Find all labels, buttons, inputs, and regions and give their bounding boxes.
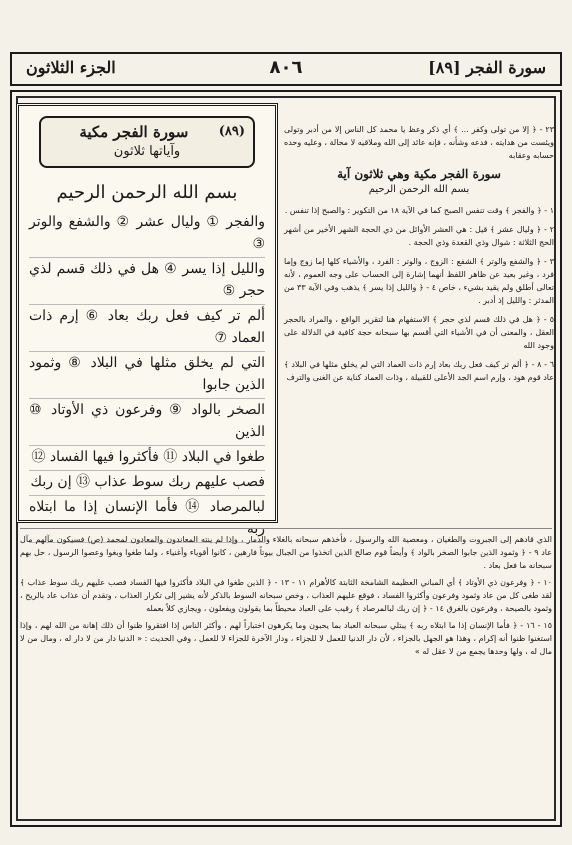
surah-number: (٨٩) — [218, 124, 245, 139]
bottom-paragraph: الذي قادهم إلى الجبروت والطغيان ، ومعصية الله والرسول ، فأخذهم سبحانه بالغلاء والدمار ، وإذا لم ينته المعاندون والمعادون لمحمد (ص) فسيكون مآلهم مآل عاد ٩ - ﴿ وثمود الذين جابوا الصخر بالواد ﴾ وأيضاً قوم صالح الذين اتخذوا من الجبال بيوتاً فارهين ، كانوا أقوياء وأغنياء ، ولما طغوا وبغوا وعصوا الرسول ، حل بهم سبحانه ما فعل بعاد . — [20, 535, 552, 570]
bottom-tafsir — [20, 533, 552, 662]
quran-text-box — [16, 103, 278, 537]
divider — [20, 528, 552, 529]
ayah-line: الصخر بالواد ⑨ وفرعون ذي الأوتاد ⑩ الذين — [29, 399, 265, 446]
juz-label: الجزء الثلاثون — [26, 58, 116, 77]
ayah-line: ألم تر كيف فعل ربك بعاد ⑥ إرم ذات العماد ⑦ — [29, 305, 265, 352]
page-number: ٨٠٦ — [269, 57, 303, 78]
tafsir-paragraph: ٦ - ٨ - ﴿ ألم تر كيف فعل ربك بعاد إرم ذات العماد التي لم يخلق مثلها في البلاد ﴾ عاد قوم هود ، وإرم اسم الجد الأعلى للقبيلة ، وذات العماد كناية عن الغنى والترف — [284, 360, 554, 382]
ayah-line: فصب عليهم ربك سوط عذاب ⑬ إن ربك — [29, 471, 265, 496]
ayah-line: التي لم يخلق مثلها في البلاد ⑧ وثمود الذين جابوا — [29, 352, 265, 399]
tafsir-paragraph: ١ - ﴿ والفجر ﴾ وقت تنفس الصبح كما في الآية ١٨ من التكوير : والصبح إذا تنفس . — [284, 206, 554, 215]
basmala: بسم الله الرحمن الرحيم — [56, 182, 238, 203]
bottom-paragraph: ١٥ - ١٦ - ﴿ فأما الإنسان إذا ما ابتلاه ربه ﴾ يبتلي سبحانه العباد بما يحبون وما يكرهون اختباراً لهم ، وأكثر الناس إذا افتقروا ظنوا أن ذلك إهانة من الله لهم ، وإذا استغنوا ظنوا أنه إكرام ، وهذا هو الجهل بالجزاء ، لأن دار الدنيا للعمل لا للجزاء ، ودار الآخرة للجزاء لا للعمل ، وفي الحديث : « الدنيا دار من لا دار له ، ومال من لا مال له ، ولها وحدها يجمع من لا عقل له » — [20, 621, 552, 656]
tafsir-paragraph: ٢٣ - ﴿ إلا من تولى وكفر ... ﴾ أي ذكر وعظ يا محمد كل الناس إلا من أدبر وتولى ويئست من هدايته ، فدعه وشأنه ، فإنه عائد إلى الله وملاقيه لا محالة ، وعليه وحده حسابه وعقابه — [284, 125, 554, 160]
tafsir-basmala: بسم الله الرحمن الرحيم — [368, 184, 470, 195]
surah-title-frame — [39, 116, 255, 168]
tafsir-surah-title: سورة الفجر مكية وهي ثلاثون آية — [337, 167, 501, 181]
ayah-line: والفجر ① وليال عشر ② والشفع والوتر ③ — [29, 211, 265, 258]
ayah-line: طغوا في البلاد ⑪ فأكثروا فيها الفساد ⑫ — [29, 446, 265, 471]
tafsir-paragraph: ٥ - ﴿ هل في ذلك قسم لذي حجر ﴾ الاستفهام هنا لتقرير الواقع ، والمراد بالحجر العقل ، والمعنى أن في الأشياء التي أقسم بها سبحانه حجة كافية في الدلالة على وجود الله — [284, 315, 554, 350]
bottom-paragraph: ١٠ - ﴿ وفرعون ذي الأوتاد ﴾ أي المباني العظيمة الشامخة الثابتة كالأهرام ١١ - ١٣ - ﴿ الذين طغوا في البلاد فأكثروا فيها الفساد فصب عليهم ربك سوط عذاب ﴾ لقد طغى كل من عاد وثمود وفرعون وأكثروا الفساد ، فوقع عليهم العذاب ، وخص سبحانه السوط بالذكر لأنه يشير إلى تكرار العذاب ، وتقدم أن عذاب عاد بالريح ، وثمود بالصيحة ، وفرعون بالغرق ١٤ - ﴿ إن ربك لبالمرصاد ﴾ رقيب على العباد محيطاً بما يقولون ويفعلون ، ويجازي كلاً بعمله — [20, 578, 552, 613]
ayah-line: لبالمرصاد ⑭ فأما الإنسان إذا ما ابتلاه ربه — [29, 496, 265, 543]
tafsir-paragraph: ٣ - ﴿ والشفع والوتر ﴾ الشفع : الزوج ، والوتر : الفرد ، والأشياء كلها إما زوج وإما فرد ، وغير بعيد عن ظاهر اللفظ أنهما إشارة إلى الحساب على وجه العموم ، لأنه تعالى أطلق ولم يقيد بشيء ، خاص ٤ - ﴿ والليل إذا يسر ﴾ يذهب وفي الآية ٣٣ من المدثر : والليل إذ أدبر . — [284, 257, 555, 305]
tafsir-column — [284, 123, 554, 390]
surah-verses-count: وآياتها ثلاثون — [113, 144, 181, 159]
tafsir-paragraph: ٢ - ﴿ وليال عشر ﴾ قيل : هي العشر الأوائل من ذي الحجة الشهر الأخير من أشهر الحج الثلاثة : شوال وذي القعدة وذي الحجة . — [284, 225, 554, 247]
page-header — [10, 52, 562, 86]
surah-label: سورة الفجر [٨٩] — [428, 58, 546, 77]
surah-name: سورة الفجر مكية — [79, 123, 189, 141]
ayah-line: والليل إذا يسر ④ هل في ذلك قسم لذي حجر ⑤ — [29, 258, 265, 305]
